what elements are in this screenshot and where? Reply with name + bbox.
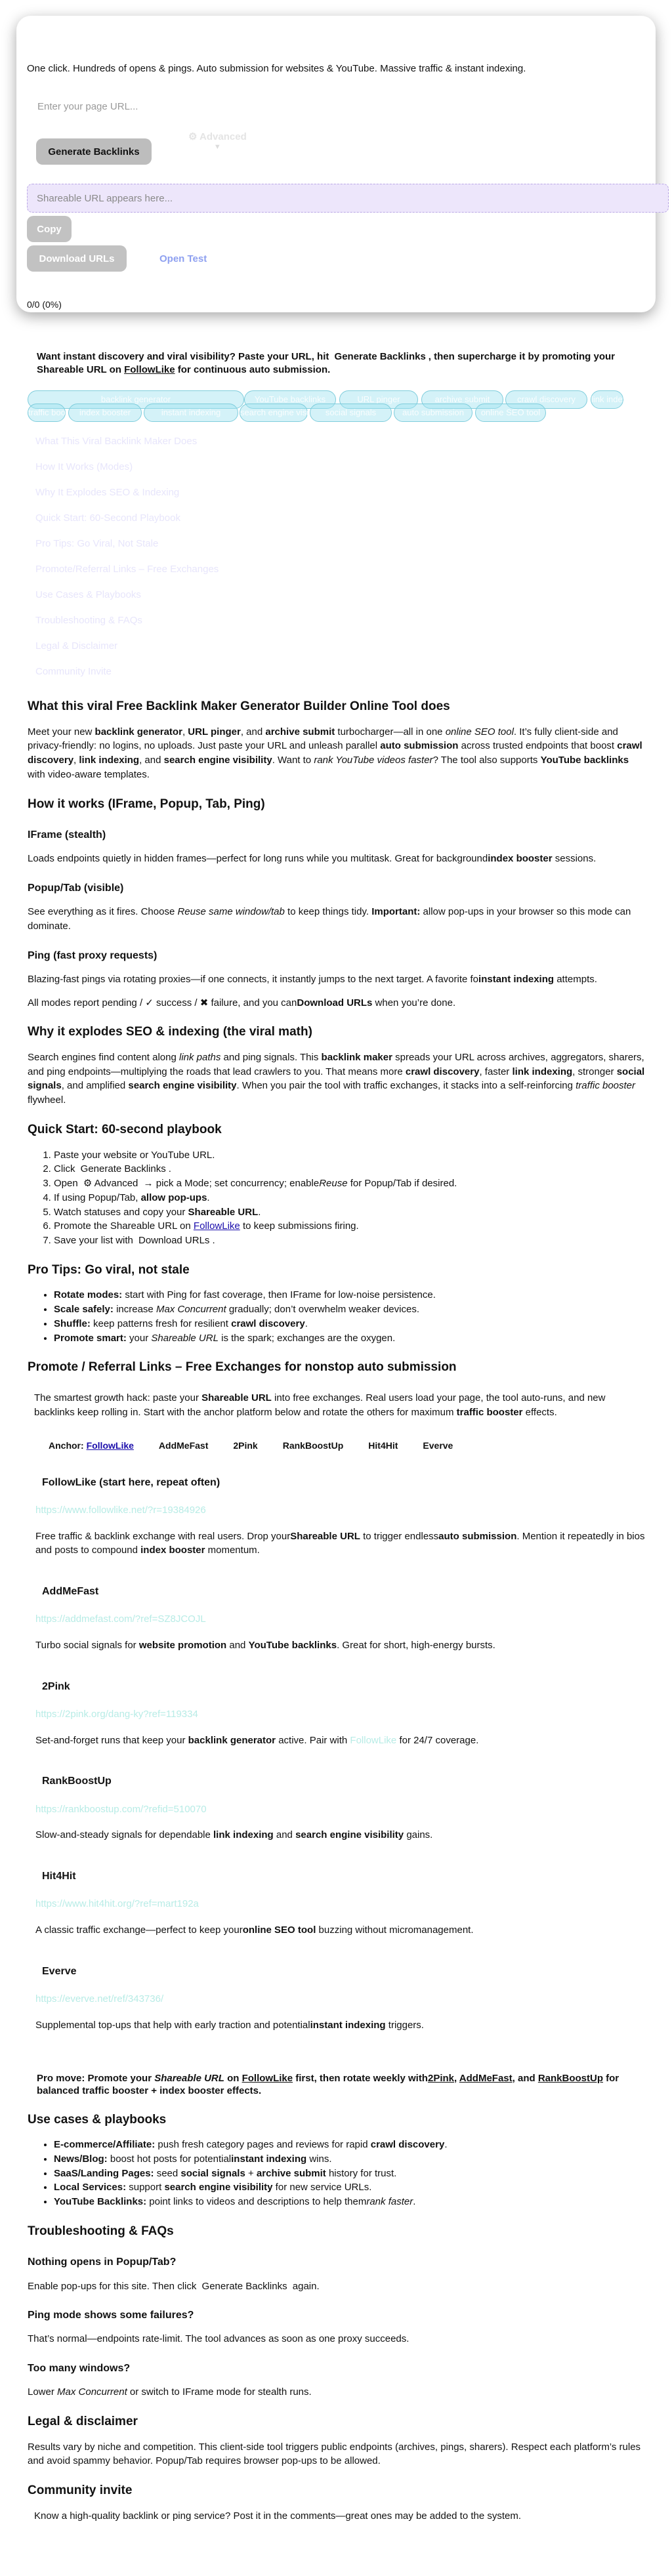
usecase-item: • SaaS/Landing Pages: seed social signals + archive submit history for trust.	[54, 2167, 646, 2181]
toc-item	[35, 454, 672, 480]
tip-item: • Shuffle: keep patterns fresh for resilient crawl discovery.	[54, 1317, 646, 1331]
platform-title: RankBoostUp	[42, 1776, 112, 1787]
followlike-link[interactable]: FollowLike	[242, 2072, 293, 2084]
platform-rankboostup	[34, 1774, 646, 1842]
tips-list	[28, 1288, 646, 1345]
toc-link-quickstart[interactable]: Quick Start: 60-Second Playbook	[35, 512, 180, 524]
platform-description: Set-and-forget runs that keep your backlink generator active. Pair with FollowLike for 24/7 coverage.	[35, 1734, 479, 1746]
step-item: 5. Watch statuses and copy your Shareable URL.	[54, 1205, 646, 1220]
tool-tagline: One click. Hundreds of opens & pings. Auto submission for websites & YouTube. Massive traffic & instant indexing.	[27, 63, 526, 74]
intro-text: for continuous auto submission.	[175, 364, 331, 375]
section-heading-faq: Troubleshooting & FAQs	[28, 2224, 174, 2238]
generate-backlinks-button[interactable]: Generate Backlinks	[36, 138, 152, 165]
tip-item: • Scale safely: increase Max Concurrent gradually; don’t overwhelm weaker devices.	[54, 1302, 646, 1317]
usecases-list	[28, 2138, 646, 2209]
advanced-toggle[interactable]	[188, 131, 247, 152]
intro-text: Want instant discovery and viral visibility? Paste your URL, hit	[37, 351, 332, 362]
chevron-down-icon: ▼	[213, 143, 221, 151]
page-url-input[interactable]	[36, 93, 364, 119]
faq-question: Too many windows?	[28, 2363, 131, 2375]
platform-description: Supplemental top-ups that help with early traction and potentialinstant indexing triggers.	[35, 2019, 424, 2031]
open-test-link[interactable]: Open Test	[159, 253, 207, 264]
nav-everve[interactable]: Everve	[423, 1440, 453, 1451]
platform-hit4hit	[34, 1869, 646, 1938]
advanced-label: ⚙ Advanced	[188, 131, 247, 142]
usecase-item: • YouTube Backlinks: point links to videos and descriptions to help themrank faster.	[54, 2195, 646, 2209]
toc-item	[35, 428, 672, 454]
keyword-tag: archive submit	[421, 390, 503, 409]
shareable-url-output[interactable]: Shareable URL appears here...	[27, 184, 669, 213]
anchor-nav-item: Anchor: FollowLike	[49, 1440, 134, 1451]
what-paragraph: Meet your new backlink generator, URL pinger, and archive submit turbocharger—all in one online SEO tool. It’s fully client-side and privacy-friendly: no logins, no uploads. Just paste your URL and unleash parallel auto submission across trusted endpoints that boost crawl discovery, link indexing, and search engine visibility. Want to rank YouTube videos faster? The tool also supports YouTube backlinks with video-aware templates.	[28, 726, 642, 780]
toc-item	[35, 633, 672, 659]
keyword-tag: URL pinger	[339, 390, 418, 409]
addmefast-link[interactable]: AddMeFast	[459, 2072, 513, 2084]
toc-item	[35, 582, 672, 608]
toc-link-legal[interactable]: Legal & Disclaimer	[35, 640, 118, 652]
platform-title: Everve	[42, 1965, 77, 1977]
keyword-tag: social signals	[310, 404, 392, 422]
step-item: 2. Click Generate Backlinks .	[54, 1162, 646, 1176]
status-legend: All modes report pending / ✓ success / ✖ failure, and you canDownload URLs when you’re done.	[28, 997, 456, 1008]
keyword-tag: auto submission	[394, 404, 472, 422]
platform-title: AddMeFast	[42, 1586, 99, 1598]
tip-item: • Promote smart: your Shareable URL is the spark; exchanges are the oxygen.	[54, 1331, 646, 1346]
platform-2pink	[34, 1679, 646, 1748]
step-item: 7. Save your list with Download URLs .	[54, 1234, 646, 1248]
quickstart-steps	[28, 1148, 646, 1248]
exchange-nav	[49, 1439, 646, 1452]
keyword-tag: link indexing	[591, 390, 623, 409]
keyword-tag: index booster	[68, 404, 142, 422]
backlink-tool-card	[16, 16, 656, 312]
step-item: 1. Paste your website or YouTube URL.	[54, 1148, 646, 1163]
legal-text: Results vary by niche and competition. This client-side tool triggers public endpoints (archives, pings, sharers). Respect each platform’s rules and avoid spammy behavior. Popup/Tab requires browser pop-ups to be allowed.	[28, 2441, 641, 2467]
toc-link-community[interactable]: Community Invite	[35, 666, 112, 677]
faq-answer: Lower Max Concurrent or switch to IFrame mode for stealth runs.	[28, 2386, 312, 2398]
keyword-tags	[28, 390, 639, 422]
nav-2pink[interactable]: 2Pink	[233, 1440, 258, 1451]
toc-item	[35, 480, 672, 505]
toc-link-what[interactable]: What This Viral Backlink Maker Does	[35, 436, 198, 447]
keyword-tag: traffic booster	[28, 404, 66, 422]
faq-answer: Enable pop-ups for this site. Then click Generate Backlinks again.	[28, 2280, 320, 2292]
platform-addmefast	[34, 1584, 646, 1653]
pro-move-callout: Pro move: Promote your Shareable URL on FollowLike first, then rotate weekly with2Pink, AddMeFast, and RankBoostUp for balanced traffic booster + index booster effects.	[37, 2072, 620, 2097]
section-heading-why: Why it explodes SEO & indexing (the viral math)	[28, 1025, 312, 1039]
toc-item	[35, 659, 672, 684]
faq-question: Ping mode shows some failures?	[28, 2310, 194, 2321]
followlike-link[interactable]: FollowLike	[193, 1220, 240, 1232]
platform-title: Hit4Hit	[42, 1871, 76, 1882]
referral-link[interactable]: https://rankboostup.com/?refid=510070	[35, 1803, 207, 1815]
step-item: 3. Open ⚙ Advanced → pick a Mode; set concurrency; enableReuse for Popup/Tab if desired.	[54, 1176, 646, 1191]
nav-addmefast[interactable]: AddMeFast	[158, 1440, 209, 1451]
iframe-mode-heading: IFrame (stealth)	[28, 829, 106, 841]
nav-rankboostup[interactable]: RankBoostUp	[282, 1440, 344, 1451]
keyword-tag: search engine visibility	[240, 404, 308, 422]
toc-item	[35, 505, 672, 531]
keyword-tag: backlink generator	[28, 390, 244, 409]
keyword-tag: online SEO tool	[475, 404, 546, 422]
section-heading-quickstart: Quick Start: 60-second playbook	[28, 1122, 222, 1136]
platform-title: FollowLike (start here, repeat often)	[42, 1476, 220, 1488]
platform-followlike	[34, 1475, 646, 1558]
faq-question: Nothing opens in Popup/Tab?	[28, 2256, 177, 2268]
toc-link-why[interactable]: Why It Explodes SEO & Indexing	[35, 487, 180, 498]
platform-description: Free traffic & backlink exchange with real users. Drop yourShareable URL to trigger endlessauto submission. Mention it repeatedly in bios and posts to compound index booster momentum.	[35, 1530, 645, 1556]
section-heading-tips: Pro Tips: Go viral, not stale	[28, 1262, 190, 1277]
status-pending: pending	[102, 997, 137, 1008]
toc-link-faq[interactable]: Troubleshooting & FAQs	[35, 615, 142, 626]
referral-link[interactable]: https://everve.net/ref/343736/	[35, 1993, 164, 2005]
section-heading-legal: Legal & disclaimer	[28, 2415, 138, 2429]
keyword-tag: instant indexing	[144, 404, 238, 422]
section-heading-community: Community invite	[28, 2483, 133, 2498]
toc-link-usecases[interactable]: Use Cases & Playbooks	[35, 589, 141, 600]
section-heading-how: How it works (IFrame, Popup, Tab, Ping)	[28, 797, 265, 811]
toc-link-promote[interactable]: Promote/Referral Links – Free Exchanges	[35, 564, 219, 575]
toc-item	[35, 608, 672, 633]
section-heading-usecases: Use cases & playbooks	[28, 2112, 167, 2127]
2pink-link[interactable]: 2Pink	[427, 2072, 455, 2084]
table-of-contents	[35, 428, 672, 684]
intro-button-ref: Generate Backlinks	[334, 351, 426, 362]
referral-link[interactable]: https://www.hit4hit.org/?ref=mart192a	[35, 1898, 199, 1910]
usecase-item: • Local Services: support search engine visibility for new service URLs.	[54, 2180, 646, 2195]
community-text: Know a high-quality backlink or ping service? Post it in the comments—great ones may be added to the system.	[34, 2510, 522, 2522]
toc-item	[35, 556, 672, 582]
popup-mode-heading: Popup/Tab (visible)	[28, 883, 124, 894]
exchanges-section	[34, 1391, 646, 2033]
exchanges-intro: The smartest growth hack: paste your Shareable URL into free exchanges. Real users load your page, the tool auto-runs, and new backlinks keep rolling in. Start with the anchor platform below and rotate the others for maximum traffic booster effects.	[34, 1392, 606, 1418]
toc-link-tips[interactable]: Pro Tips: Go Viral, Not Stale	[35, 538, 159, 549]
ping-mode-text: Blazing-fast pings via rotating proxies—if one connects, it instantly jumps to the next target. A favorite foinstant indexing attempts.	[28, 973, 597, 985]
download-urls-button[interactable]: Download URLs	[27, 245, 127, 272]
anchor-followlike-link[interactable]: FollowLike	[86, 1440, 134, 1451]
platform-description: A classic traffic exchange—perfect to keep youronline SEO tool buzzing without micromanagement.	[35, 1924, 474, 1936]
why-paragraph: Search engines find content along link paths and ping signals. This backlink maker spreads your URL across archives, aggregators, sharers, and ping endpoints—multiplying the roads that lead crawlers to you. That means more crawl discovery, faster link indexing, stronger social signals, and amplified search engine visibility. When you pair the tool with traffic exchanges, it stacks into a self-reinforcing traffic booster flywheel.	[28, 1051, 645, 1106]
nav-hit4hit[interactable]: Hit4Hit	[368, 1440, 398, 1451]
usecase-item: • News/Blog: boost hot posts for potentialinstant indexing wins.	[54, 2152, 646, 2167]
ping-mode-heading: Ping (fast proxy requests)	[28, 949, 158, 961]
referral-link[interactable]: https://2pink.org/dang-ky?ref=119334	[35, 1708, 198, 1720]
platform-title: 2Pink	[42, 1680, 70, 1692]
platform-description: Slow-and-steady signals for dependable link indexing and search engine visibility gains.	[35, 1829, 433, 1841]
intro-text: , then supercharge it by promoting your Shareable URL on	[37, 351, 615, 375]
popup-mode-text: See everything as it fires. Choose Reuse same window/tab to keep things tidy. Important: allow pop-ups in your browser so this mode can dominate.	[28, 906, 631, 932]
followlike-inline-link[interactable]: FollowLike	[350, 1734, 397, 1746]
article-content	[28, 697, 646, 2524]
copy-button[interactable]: Copy	[27, 216, 72, 242]
platform-everve	[34, 1964, 646, 2033]
section-heading-what: What this viral Free Backlink Maker Generator Builder Online Tool does	[28, 699, 450, 713]
step-item: 4. If using Popup/Tab, allow pop-ups.	[54, 1191, 646, 1205]
toc-item	[35, 531, 672, 556]
toc-link-how[interactable]: How It Works (Modes)	[35, 461, 133, 472]
intro-callout	[37, 350, 646, 376]
platform-description: Turbo social signals for website promotion and YouTube backlinks. Great for short, high-energy bursts.	[35, 1640, 495, 1652]
referral-link[interactable]: https://www.followlike.net/?r=19384926	[35, 1504, 206, 1516]
faq-answer: That’s normal—endpoints rate-limit. The tool advances as soon as one proxy succeeds.	[28, 2333, 410, 2345]
rankboostup-link[interactable]: RankBoostUp	[537, 2072, 603, 2084]
progress-counter: 0/0 (0%)	[27, 299, 62, 310]
followlike-link[interactable]: FollowLike	[124, 364, 175, 375]
section-heading-promote: Promote / Referral Links – Free Exchanges for nonstop auto submission	[28, 1360, 457, 1375]
referral-link[interactable]: https://addmefast.com/?ref=SZ8JCOJL	[35, 1613, 206, 1625]
step-item: 6. Promote the Shareable URL on FollowLike to keep submissions firing.	[54, 1219, 646, 1234]
keyword-tag: YouTube backlinks	[244, 390, 336, 409]
usecase-item: • E-commerce/Affiliate: push fresh category pages and reviews for rapid crawl discovery.	[54, 2138, 646, 2152]
keyword-tag: crawl discovery	[505, 390, 587, 409]
iframe-mode-text: Loads endpoints quietly in hidden frames—perfect for long runs while you multitask. Great for backgroundindex booster sessions.	[28, 853, 597, 865]
tip-item: • Rotate modes: start with Ping for fast coverage, then IFrame for low-noise persistence.	[54, 1288, 646, 1302]
